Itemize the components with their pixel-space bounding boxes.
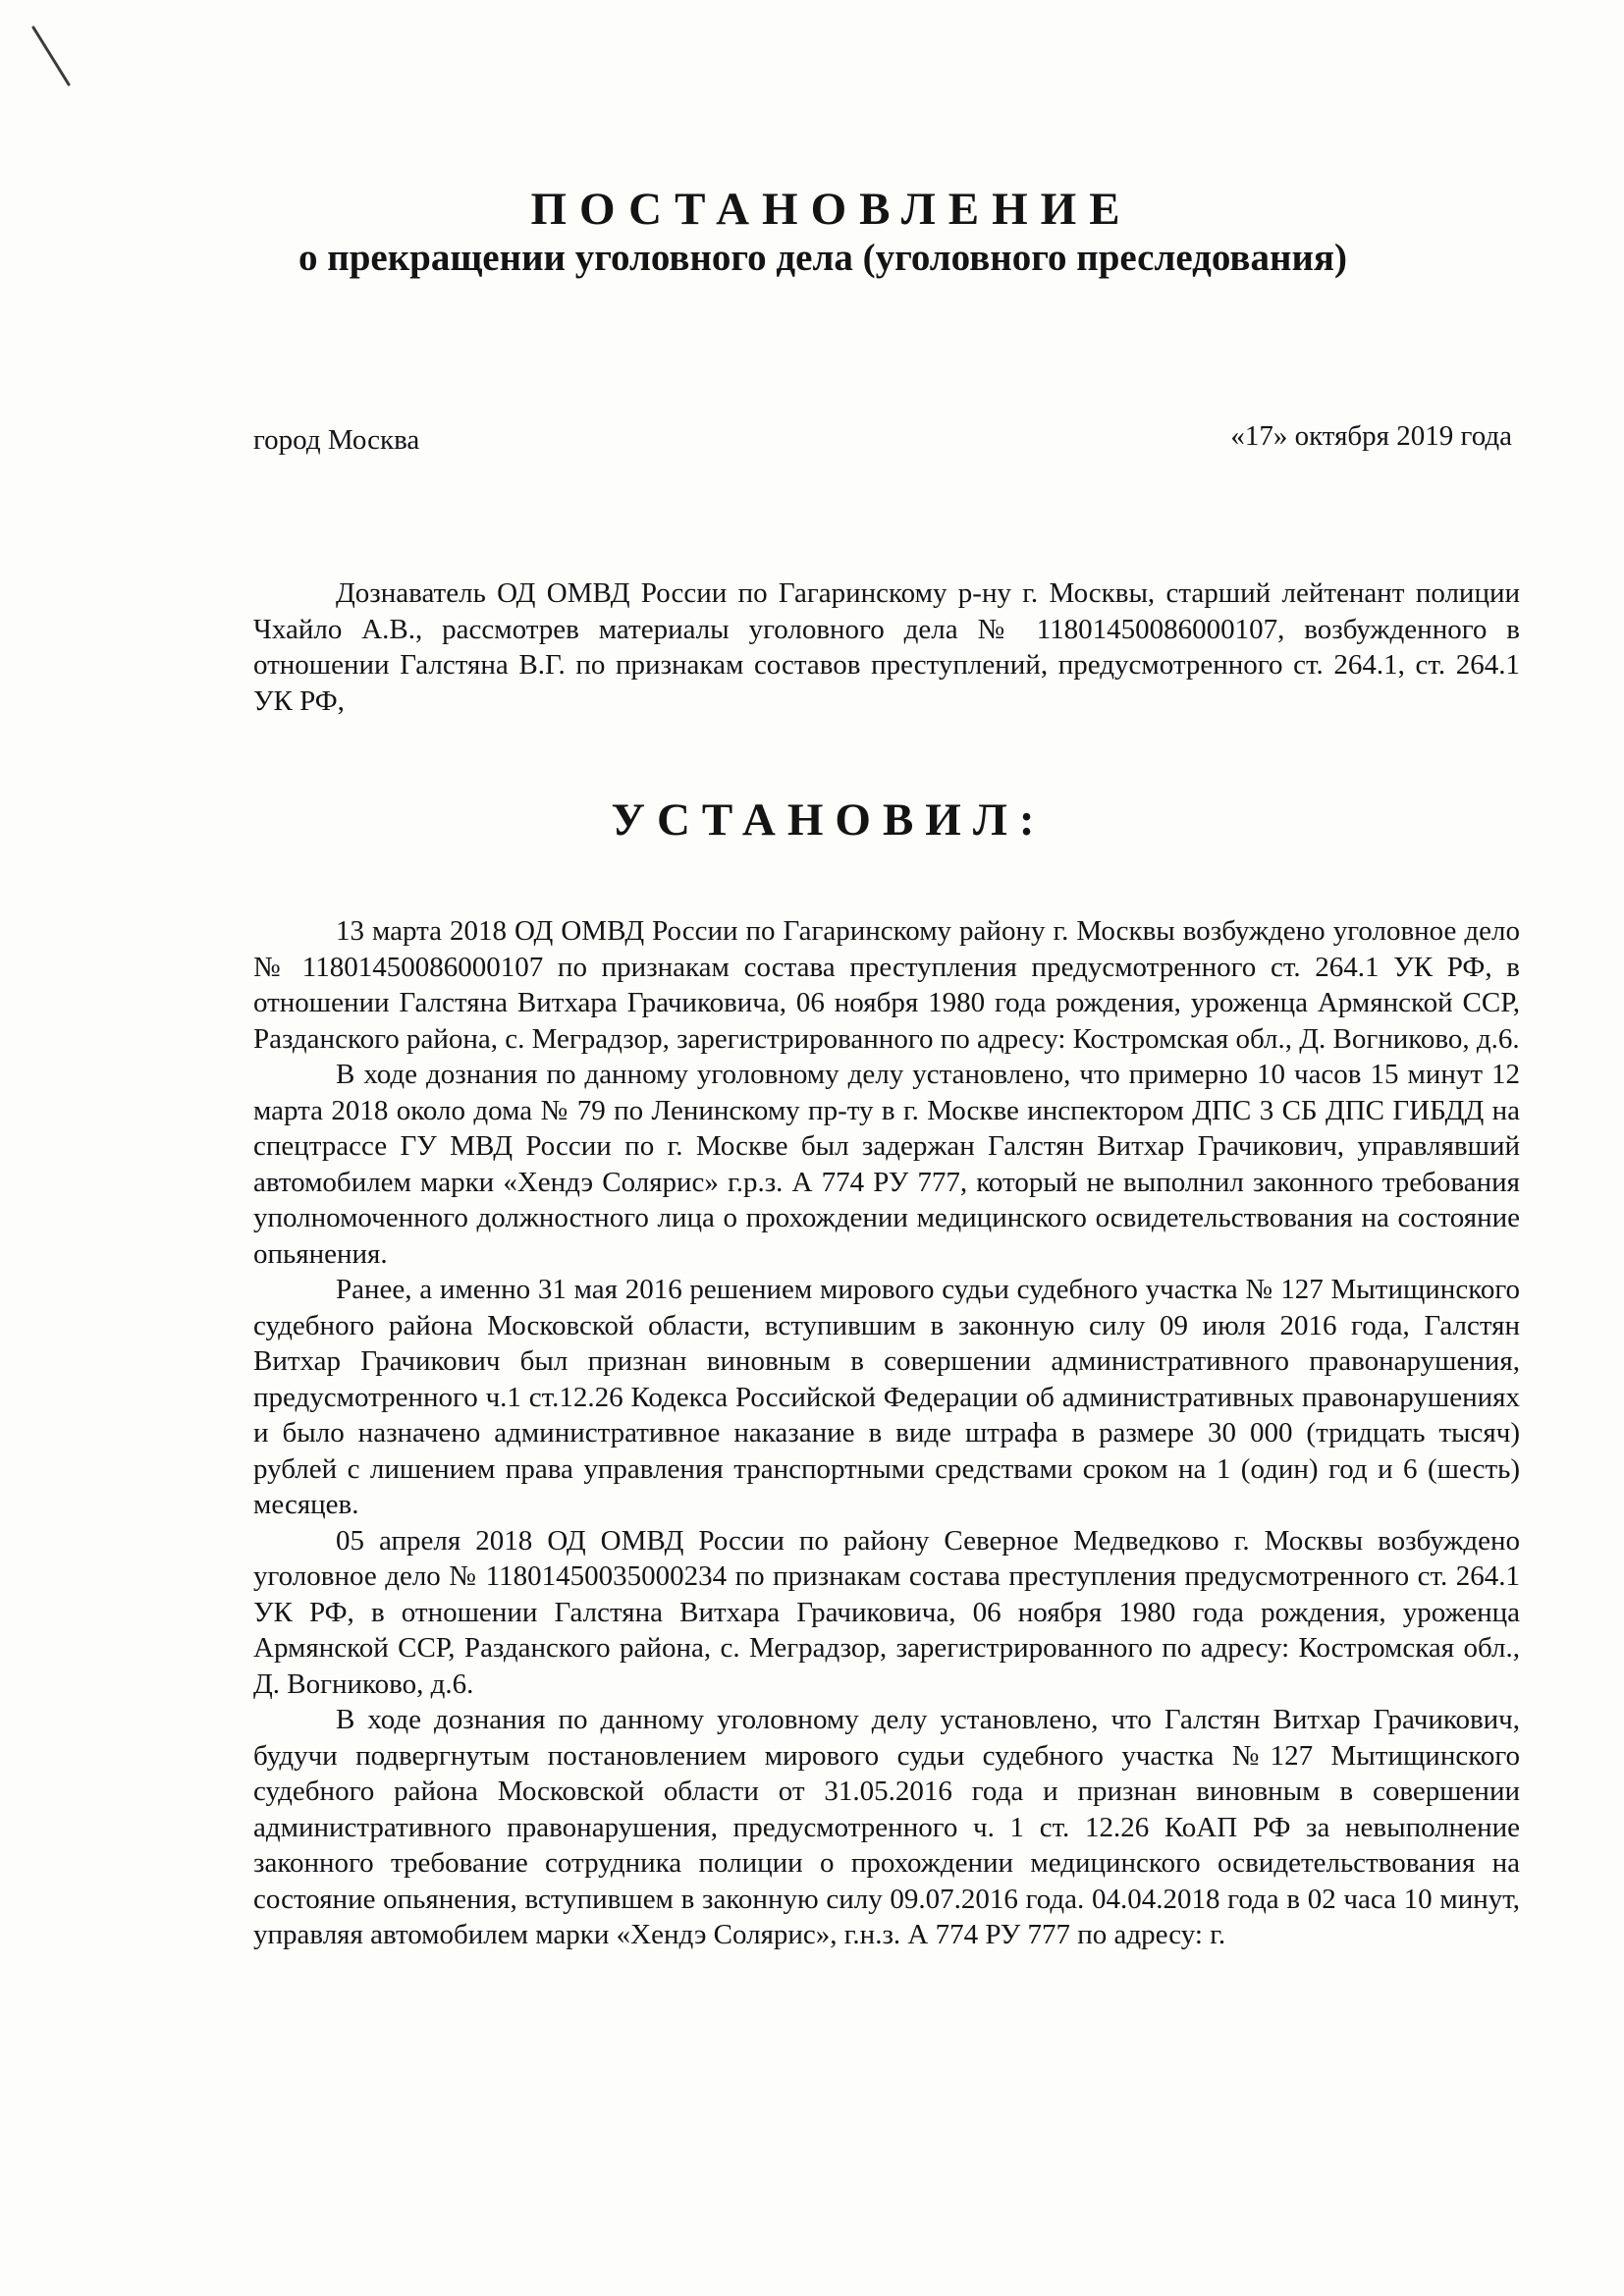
paragraph-3: Ранее, а именно 31 мая 2016 решением мирового судьи судебного участка № 127 Мытищинского судебного района Московской области, вступившим в законную силу 09 июля 2016 года, Галстян Витхар Грачикович был признан виновным в совершении административного правонарушения, предусмотренного ч.1 ст.12.26 Кодекса Российской Федерации об административных правонарушениях и было назначено административное наказание в виде штрафа в размере 30 000 (тридцать тысяч) рублей с лишением права управления транспортными средствами сроком на 1 (один) год и 6 (шесть) месяцев.	[253, 1274, 1520, 1520]
paragraph-4: 05 апреля 2018 ОД ОМВД России по району Северное Медведково г. Москвы возбуждено уголовное дело № 11801450035000234 по признакам состава преступления предусмотренного ст. 264.1 УК РФ, в отношении Галстяна Витхара Грачиковича, 06 ноября 1980 года рождения, уроженца Армянской ССР, Разданского района, с. Меградзор, зарегистрированного по адресу: Костромская обл., Д. Вогниково, д.6.	[253, 1524, 1520, 1700]
document-subtitle: о прекращении уголовного дела (уголовного преследования)	[298, 237, 1348, 279]
paragraph-1: 13 марта 2018 ОД ОМВД России по Гагаринскому району г. Москвы возбуждено уголовное дело № 11801450086000107 по признакам состава преступления предусмотренного ст. 264.1 УК РФ, в отношении Галстяна Витхара Грачиковича, 06 ноября 1980 года рождения, уроженца Армянской ССР, Разданского района, с. Меградзор, зарегистрированного по адресу: Костромская обл., Д. Вогниково, д.6.	[253, 915, 1520, 1055]
document-place: город Москва	[253, 424, 420, 456]
paragraph-2: В ходе дознания по данному уголовному делу установлено, что примерно 10 часов 15 минут 12 марта 2018 около дома № 79 по Ленинскому пр-ту в г. Москве инспектором ДПС 3 СБ ДПС ГИБДД на спецтрассе ГУ МВД России по г. Москве был задержан Галстян Витхар Грачикович, управлявший автомобилем марки «Хендэ Солярис» г.р.з. А 774 РУ 777, который не выполнил законного требования уполномоченного должностного лица о прохождении медицинского освидетельствования на состояние опьянения.	[253, 1059, 1520, 1270]
section-heading: УСТАНОВИЛ:	[611, 794, 1047, 846]
paragraph-5: В ходе дознания по данному уголовному делу установлено, что Галстян Витхар Грачикович, будучи подвергнутым постановлением мирового судьи судебного участка №127 Мытищинского судебного района Московской области от 31.05.2016 года и признан виновным в совершении административного правонарушения, предусмотренного ч. 1 ст. 12.26 КоАП РФ за невыполнение законного требование сотрудника полиции о прохождении медицинского освидетельствования на состояние опьянения, вступившем в законную силу 09.07.2016 года. 04.04.2018 года в 02 часа 10 минут, управляя автомобилем марки «Хендэ Солярис», г.н.з. А 774 РУ 777 по адресу: г.	[253, 1704, 1520, 1950]
document-date: «17» октября 2019 года	[1230, 420, 1512, 452]
intro-block	[253, 575, 1520, 719]
main-text	[253, 913, 1520, 1953]
document-title: ПОСТАНОВЛЕНИЕ	[530, 184, 1133, 235]
pen-stroke-mark	[27, 22, 75, 90]
intro-paragraph: Дознаватель ОД ОМВД России по Гагаринскому р-ну г. Москвы, старший лейтенант полиции Чхайло А.В., рассмотрев материалы уголовного дела № 11801450086000107, возбужденного в отношении Галстяна В.Г. по признакам составов преступлений, предусмотренного ст. 264.1, ст. 264.1 УК РФ,	[253, 577, 1520, 717]
